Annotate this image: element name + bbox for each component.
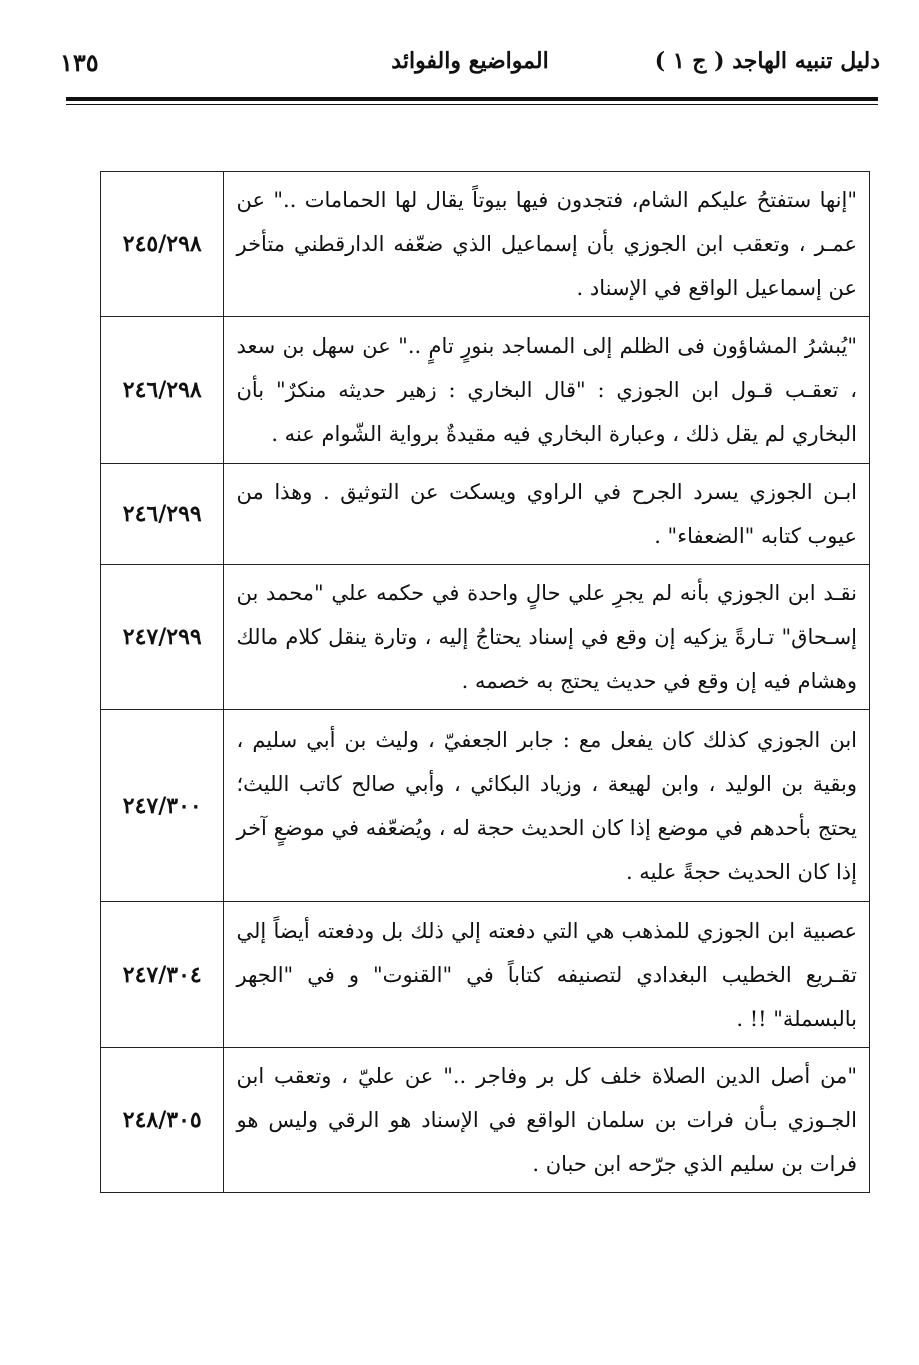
book-title: دليل تنبيه الهاجد ( ج ١ ) [654, 48, 880, 74]
section-title: المواضيع والفوائد [391, 48, 549, 74]
table-row [101, 464, 870, 565]
entry-reference: ٢٤٧/٢٩٩ [101, 565, 224, 710]
header-rule-thin [66, 104, 878, 105]
entry-reference: ٢٤٧/٣٠٠ [101, 710, 224, 902]
entry-text: ابـن الجوزي يسرد الجرح في الراوي ويسكت عن التوثيق . وهذا من عيوب كتابه "الضعفاء" . [224, 464, 870, 565]
entry-text: عصبية ابن الجوزي للمذهب هي التي دفعته إلي ذلك بل ودفعته أيضاً إلي تقـريع الخطيب البغدادي لتصنيفه كتاباً في "القنوت" و في "الجهر بالبسملة" !! . [224, 902, 870, 1048]
entry-text: "يُبشرُ المشاؤون فى الظلم إلى المساجد بنورٍ تامٍ .." عن سهل بن سعد ، تعقـب قـول ابن الجوزي : "قال البخاري : زهير حديثه منكرٌ" بأن البخاري لم يقل ذلك ، وعبارة البخاري فيه مقيدةٌ برواية الشّوام عنه . [224, 317, 870, 464]
table-row [101, 710, 870, 902]
table-row [101, 317, 870, 464]
entry-reference: ٢٤٦/٢٩٨ [101, 317, 224, 464]
table-row [101, 565, 870, 710]
running-header [60, 48, 880, 88]
entry-reference: ٢٤٨/٣٠٥ [101, 1048, 224, 1193]
entry-reference: ٢٤٦/٢٩٩ [101, 464, 224, 565]
table-row [101, 902, 870, 1048]
header-rule-thick [66, 97, 878, 101]
entry-reference: ٢٤٥/٢٩٨ [101, 172, 224, 317]
entry-text: "إنها ستفتحُ عليكم الشام، فتجدون فيها بيوتاً يقال لها الحمامات .." عن عمـر ، وتعقب ابن الجوزي بأن إسماعيل الذي ضعّفه الدارقطني متأخر عن إسماعيل الواقع في الإسناد . [224, 172, 870, 317]
page-number: ١٣٥ [60, 48, 99, 77]
entry-text: "من أصل الدين الصلاة خلف كل بر وفاجر .." عن عليّ ، وتعقب ابن الجـوزي بـأن فرات بن سلمان الواقع في الإسناد هو الرقي وليس هو فرات بن سليم الذي جرّحه ابن حبان . [224, 1048, 870, 1193]
entry-text: ابن الجوزي كذلك كان يفعل مع : جابر الجعفيّ ، وليث بن أبي سليم ، وبقية بن الوليد ، وابن لهيعة ، وزياد البكائي ، وأبي صالح كاتب الليث؛ يحتج بأحدهم في موضع إذا كان الحديث حجة له ، ويُضعّفه في موضعٍ آخر إذا كان الحديث حجةً عليه . [224, 710, 870, 902]
table-row [101, 1048, 870, 1193]
entry-text: نقـد ابن الجوزي بأنه لم يجرِ علي حالٍ واحدة في حكمه علي "محمد بن إسـحاق" تـارةً يزكيه إن وقع في إسناد يحتاجُ إليه ، وتارة ينقل كلام مالك وهشام فيه إن وقع في حديث يحتج به خصمه . [224, 565, 870, 710]
table-row [101, 172, 870, 317]
entry-reference: ٢٤٧/٣٠٤ [101, 902, 224, 1048]
topics-table [100, 171, 870, 1193]
